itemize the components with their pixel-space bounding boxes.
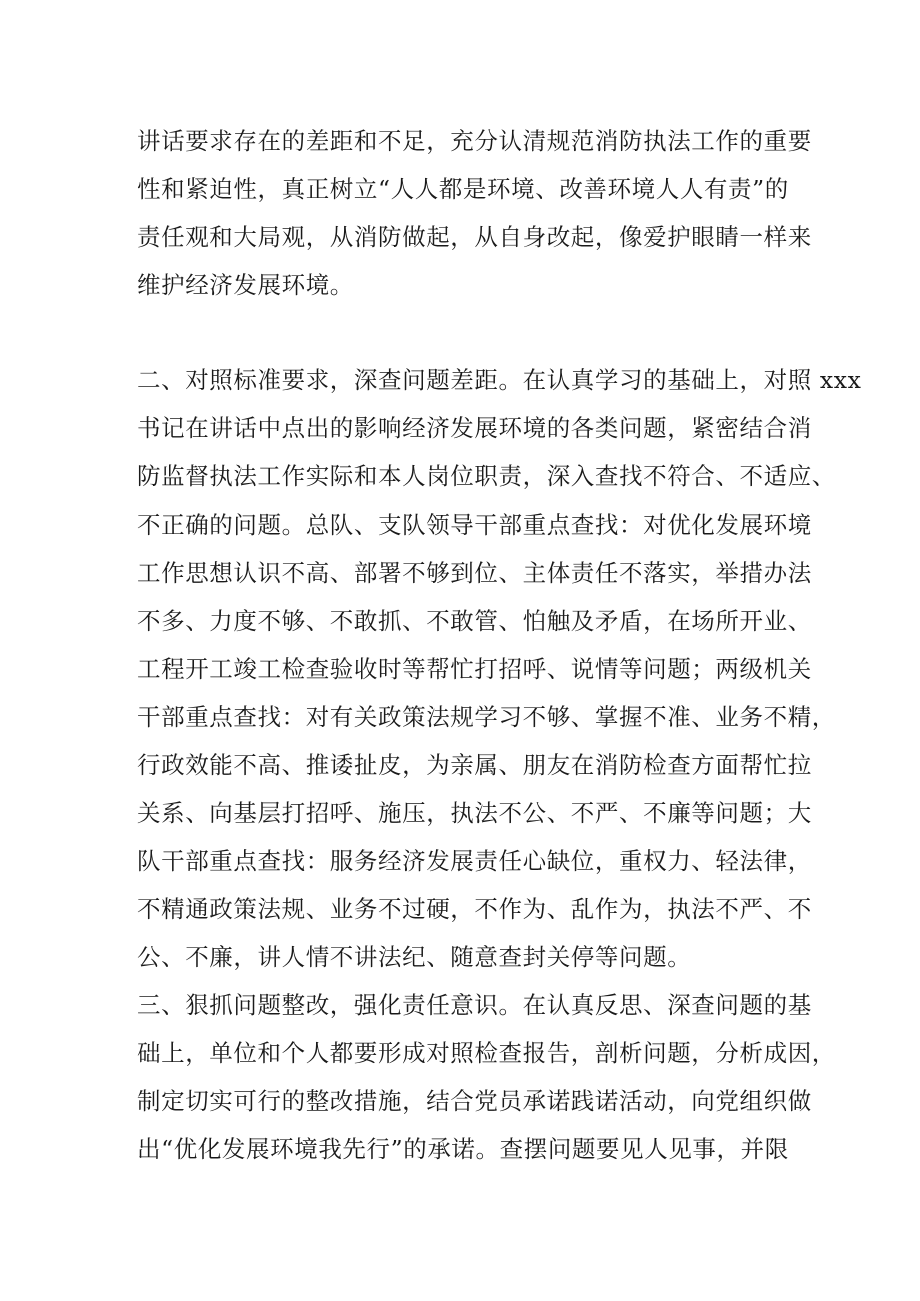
text-line: 三、狠抓问题整改，强化责任意识。在认真反思、深查问题的基 (137, 991, 812, 1019)
text-line: 书记在讲话中点出的影响经济发展环境的各类问题，紧密结合消 (137, 414, 812, 442)
text-line: 讲话要求存在的差距和不足，充分认清规范消防执法工作的重要 (137, 127, 812, 155)
text-line: 关系、向基层打招呼、施压，执法不公、不严、不廉等问题；大 (137, 799, 812, 827)
text-line: 责任观和大局观，从消防做起，从自身改起，像爱护眼睛一样来 (137, 223, 812, 251)
text-line: 不精通政策法规、业务不过硬，不作为、乱作为，执法不严、不 (137, 895, 812, 923)
text-line: 性和紧迫性，真正树立“人人都是环境、改善环境人人有责”的 (137, 175, 789, 203)
text-line: 制定切实可行的整改措施，结合党员承诺践诺活动，向党组织做 (137, 1087, 812, 1115)
text-line: 工程开工竣工检查验收时等帮忙打招呼、说情等问题；两级机关 (137, 655, 812, 683)
text-line: 工作思想认识不高、部署不够到位、主体责任不落实，举措办法 (137, 559, 812, 587)
text-line: 不正确的问题。总队、支队领导干部重点查找：对优化发展环境 (137, 511, 812, 539)
text-line: 防监督执法工作实际和本人岗位职责，深入查找不符合、不适应、 (137, 462, 836, 490)
text-line: 础上，单位和个人都要形成对照检查报告，剖析问题，分析成因， (137, 1039, 836, 1067)
text-line: 维护经济发展环境。 (137, 271, 354, 299)
text-line: 二、对照标准要求，深查问题差距。在认真学习的基础上，对照 xxx (137, 366, 862, 394)
text-line: 干部重点查找：对有关政策法规学习不够、掌握不准、业务不精， (137, 703, 836, 731)
text-line: 行政效能不高、推诿扯皮，为亲属、朋友在消防检查方面帮忙拉 (137, 751, 812, 779)
text-line: 不多、力度不够、不敢抓、不敢管、怕触及矛盾，在场所开业、 (137, 607, 812, 635)
text-line: 出“优化发展环境我先行”的承诺。查摆问题要见人见事，并限 (137, 1135, 789, 1163)
text-line: 队干部重点查找：服务经济发展责任心缺位，重权力、轻法律， (137, 847, 812, 875)
text-line: 公、不廉，讲人情不讲法纪、随意查封关停等问题。 (137, 943, 692, 971)
